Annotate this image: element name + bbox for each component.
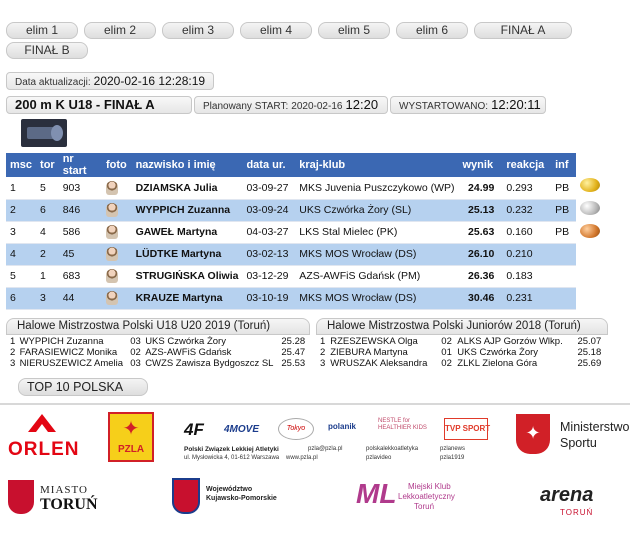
athlete-photo[interactable] xyxy=(102,287,132,309)
update-value: 2020-02-16 12:28:19 xyxy=(93,74,206,88)
tab-elim-2[interactable]: elim 2 xyxy=(84,22,156,39)
cell-club: MKS MOS Wrocław (DS) xyxy=(295,243,458,265)
records-u18-title: Halowe Mistrzostwa Polski U18 U20 2019 (Toruń) xyxy=(6,318,310,335)
cell-result: 30.46 xyxy=(459,287,503,309)
cell-club: LKS Stal Mielec (PK) xyxy=(295,221,458,243)
rec-time: 25.47 xyxy=(281,347,306,358)
pzla-www[interactable]: www.pzla.pl xyxy=(286,455,318,461)
cell-msc: 4 xyxy=(6,243,36,265)
rec-place: 2 xyxy=(320,347,326,358)
col-result: wynik xyxy=(459,153,503,177)
rec-year: 02 xyxy=(130,347,141,358)
mklk-line-1: Miejski Klub xyxy=(408,482,451,491)
col-nr-start: nr start xyxy=(59,153,102,177)
fb-link[interactable]: polskalekkoatletyka xyxy=(366,446,419,452)
rec-name: FARASIEWICZ Monika xyxy=(19,347,118,358)
athlete-photo[interactable] xyxy=(102,177,132,199)
eagle-icon: ✦ xyxy=(122,418,140,440)
arena-subtext: TORUŃ xyxy=(560,508,594,517)
cell-reaction: 0.231 xyxy=(502,287,551,309)
tab-elim-3[interactable]: elim 3 xyxy=(162,22,234,39)
col-dob: data ur. xyxy=(242,153,295,177)
rec-year: 01 xyxy=(441,347,452,358)
rec-name: RZESZEWSKA Olga xyxy=(330,336,418,347)
cell-dob: 03-09-27 xyxy=(242,177,295,199)
cell-nr: 586 xyxy=(59,221,102,243)
table-row xyxy=(6,177,576,199)
arena-logo[interactable]: arena xyxy=(540,484,594,506)
col-foto: foto xyxy=(102,153,132,177)
records-junior-title: Halowe Mistrzostwa Polski Juniorów 2018 (Toruń) xyxy=(316,318,608,335)
cell-tor: 3 xyxy=(36,287,59,309)
list-item xyxy=(318,358,606,369)
cell-reaction: 0.160 xyxy=(502,221,551,243)
cell-tor: 6 xyxy=(36,199,59,221)
cell-result: 25.63 xyxy=(459,221,503,243)
list-item xyxy=(8,336,308,347)
cell-result: 24.99 xyxy=(459,177,503,199)
video-camera-icon[interactable] xyxy=(21,119,67,147)
list-item xyxy=(318,336,606,347)
cell-inf: PB xyxy=(551,221,576,243)
athlete-photo[interactable] xyxy=(102,199,132,221)
rec-place: 3 xyxy=(320,358,326,369)
cell-tor: 4 xyxy=(36,221,59,243)
table-row xyxy=(6,221,576,243)
divider xyxy=(0,403,630,405)
list-item xyxy=(8,347,308,358)
records-junior-table xyxy=(318,336,606,369)
table-row xyxy=(6,243,576,265)
rec-name: WRUSZAK Aleksandra xyxy=(330,358,428,369)
cell-inf: PB xyxy=(551,177,576,199)
athlete-photo-icon xyxy=(106,181,118,195)
cell-tor: 1 xyxy=(36,265,59,287)
tab-final-b[interactable]: FINAŁ B xyxy=(6,42,88,59)
orlen-fox-icon xyxy=(8,412,76,436)
bronze-medal-icon xyxy=(580,224,600,238)
rec-time: 25.18 xyxy=(577,347,602,358)
tab-elim-4[interactable]: elim 4 xyxy=(240,22,312,39)
mklk-line-3: Toruń xyxy=(414,502,435,511)
rec-time: 25.28 xyxy=(281,336,306,347)
yt-link[interactable]: pzlavideo xyxy=(366,455,392,461)
cell-name[interactable]: WYPPICH Zuzanna xyxy=(132,199,243,221)
cell-msc: 5 xyxy=(6,265,36,287)
planned-start-label: Planowany START: xyxy=(203,101,289,112)
event-title: 200 m K U18 - FINAŁ A xyxy=(15,97,155,112)
tw-link[interactable]: pzlanews xyxy=(440,446,466,452)
rec-time: 25.69 xyxy=(577,358,602,369)
results-header-row xyxy=(6,153,576,177)
mklk-line-2: Lekkoatletyczny xyxy=(398,492,455,501)
cell-result: 25.13 xyxy=(459,199,503,221)
nestle-logo[interactable]: NESTLE for HEALTHIER KIDS xyxy=(378,418,427,431)
pzla-address: ul. Mysłowicka 4, 01-612 Warszawa xyxy=(184,455,280,461)
torun-crest-icon xyxy=(8,480,34,514)
rec-year: 03 xyxy=(130,358,141,369)
cell-club: MKS MOS Wrocław (DS) xyxy=(295,287,458,309)
cell-name[interactable]: LÜDTKE Martyna xyxy=(132,243,243,265)
cell-msc: 2 xyxy=(6,199,36,221)
rec-club: CWZS Zawisza Bydgoszcz SL xyxy=(145,358,274,369)
rec-club: UKS Czwórka Żory xyxy=(145,336,226,347)
4move-logo[interactable]: 4MOVE xyxy=(224,424,260,435)
cell-name[interactable]: STRUGIŃSKA Oliwia xyxy=(132,265,243,287)
orlen-logo-text: ORLEN xyxy=(8,439,80,460)
rec-year: 03 xyxy=(130,336,141,347)
col-inf: inf xyxy=(551,153,576,177)
athlete-photo[interactable] xyxy=(102,265,132,287)
pzla-logo[interactable] xyxy=(108,412,154,462)
planned-start-box xyxy=(194,96,388,114)
table-row xyxy=(6,265,576,287)
athlete-photo-icon xyxy=(106,269,118,283)
rec-name: ZIEBURA Martyna xyxy=(330,347,408,358)
athlete-photo[interactable] xyxy=(102,243,132,265)
pzla-name: Polski Związek Lekkiej Atletyki xyxy=(184,446,279,453)
ministry-eagle-icon: ✦ xyxy=(516,414,550,454)
update-label: Data aktualizacji: xyxy=(15,77,91,88)
cell-nr: 903 xyxy=(59,177,102,199)
cell-name[interactable]: DZIAMSKA Julia xyxy=(132,177,243,199)
top10-button[interactable]: TOP 10 POLSKA xyxy=(18,378,148,396)
gold-medal-icon xyxy=(580,178,600,192)
cell-msc: 1 xyxy=(6,177,36,199)
col-name: nazwisko i imię xyxy=(132,153,243,177)
rec-place: 3 xyxy=(10,358,16,369)
ig-link[interactable]: pzla1919 xyxy=(440,455,465,461)
rec-club: AZS-AWFiS Gdańsk xyxy=(145,347,232,358)
cell-reaction: 0.232 xyxy=(502,199,551,221)
rec-time: 25.07 xyxy=(577,336,602,347)
cell-inf: PB xyxy=(551,199,576,221)
polanik-logo[interactable]: polanik xyxy=(328,422,357,431)
col-club: kraj-klub xyxy=(295,153,458,177)
torun-line-1: MIASTO xyxy=(40,484,88,496)
cell-tor: 2 xyxy=(36,243,59,265)
tab-elim-5[interactable]: elim 5 xyxy=(318,22,390,39)
tab-elim-1[interactable]: elim 1 xyxy=(6,22,78,39)
cell-msc: 3 xyxy=(6,221,36,243)
rec-year: 02 xyxy=(441,336,452,347)
silver-medal-icon xyxy=(580,201,600,215)
table-row xyxy=(6,287,576,309)
rec-time: 25.53 xyxy=(281,358,306,369)
update-box xyxy=(6,72,214,90)
started-time: 12:20:11 xyxy=(491,97,541,112)
tvp-sport-logo[interactable]: TVP SPORT xyxy=(444,418,488,440)
cell-nr: 44 xyxy=(59,287,102,309)
athlete-photo[interactable] xyxy=(102,221,132,243)
col-reaction: reakcja xyxy=(502,153,551,177)
ministry-line-1: Ministerstwo xyxy=(560,420,630,434)
cell-result: 26.10 xyxy=(459,243,503,265)
planned-start-date: 2020-02-16 xyxy=(291,101,343,112)
list-item xyxy=(318,347,606,358)
rec-name: WYPPICH Zuzanna xyxy=(19,336,104,347)
athlete-photo-icon xyxy=(106,203,118,217)
cell-inf xyxy=(551,287,576,309)
cell-inf xyxy=(551,265,576,287)
list-item xyxy=(8,358,308,369)
cell-club: UKS Czwórka Żory (SL) xyxy=(295,199,458,221)
athlete-photo-icon xyxy=(106,247,118,261)
table-row xyxy=(6,199,576,221)
cell-reaction: 0.183 xyxy=(502,265,551,287)
records-u18-table xyxy=(8,336,308,369)
rec-place: 1 xyxy=(320,336,326,347)
rec-place: 1 xyxy=(10,336,16,347)
cell-reaction: 0.293 xyxy=(502,177,551,199)
cell-dob: 04-03-27 xyxy=(242,221,295,243)
rec-club: UKS Czwórka Żory xyxy=(457,347,539,358)
cell-tor: 5 xyxy=(36,177,59,199)
rec-year: 02 xyxy=(441,358,452,369)
kp-line-1: Województwo xyxy=(206,486,253,493)
tab-elim-6[interactable]: elim 6 xyxy=(396,22,468,39)
mklk-logo-icon: ML xyxy=(356,478,397,509)
cell-msc: 6 xyxy=(6,287,36,309)
kujawsko-crest-icon xyxy=(172,478,200,514)
cell-nr: 846 xyxy=(59,199,102,221)
cell-name[interactable]: KRAUZE Martyna xyxy=(132,287,243,309)
planned-start-time: 12:20 xyxy=(345,97,379,112)
pzla-logo-text: PZLA xyxy=(117,444,145,455)
rec-place: 2 xyxy=(10,347,16,358)
cell-nr: 45 xyxy=(59,243,102,265)
kp-line-2: Kujawsko-Pomorskie xyxy=(206,495,277,502)
pzla-mail[interactable]: pzla@pzla.pl xyxy=(308,446,343,452)
results-table xyxy=(6,153,576,310)
col-tor: tor xyxy=(36,153,59,177)
cell-club: MKS Juvenia Puszczykowo (WP) xyxy=(295,177,458,199)
cell-dob: 03-12-29 xyxy=(242,265,295,287)
event-title-box xyxy=(6,96,192,114)
cell-name[interactable]: GAWEŁ Martyna xyxy=(132,221,243,243)
cell-dob: 03-10-19 xyxy=(242,287,295,309)
ministry-line-2: Sportu xyxy=(560,436,597,450)
rec-club: ALKS AJP Gorzów Wlkp. xyxy=(457,336,563,347)
cell-dob: 03-02-13 xyxy=(242,243,295,265)
cell-dob: 03-09-24 xyxy=(242,199,295,221)
started-label: WYSTARTOWANO: xyxy=(399,101,489,112)
athlete-photo-icon xyxy=(106,225,118,239)
tab-final-a[interactable]: FINAŁ A xyxy=(474,22,572,39)
orlen-logo[interactable] xyxy=(8,412,80,462)
rec-club: ZLKL Zielona Góra xyxy=(457,358,538,369)
cell-club: AZS-AWFiS Gdańsk (PM) xyxy=(295,265,458,287)
tokyo-logo[interactable]: Tokyo xyxy=(278,418,314,440)
4f-logo[interactable]: 4F xyxy=(184,420,204,439)
col-msc: msc xyxy=(6,153,36,177)
cell-result: 26.36 xyxy=(459,265,503,287)
cell-nr: 683 xyxy=(59,265,102,287)
torun-line-2: TORUŃ xyxy=(40,496,98,513)
cell-reaction: 0.210 xyxy=(502,243,551,265)
cell-inf xyxy=(551,243,576,265)
rec-name: NIERUSZEWICZ Amelia xyxy=(19,358,124,369)
started-box xyxy=(390,96,546,114)
athlete-photo-icon xyxy=(106,291,118,305)
